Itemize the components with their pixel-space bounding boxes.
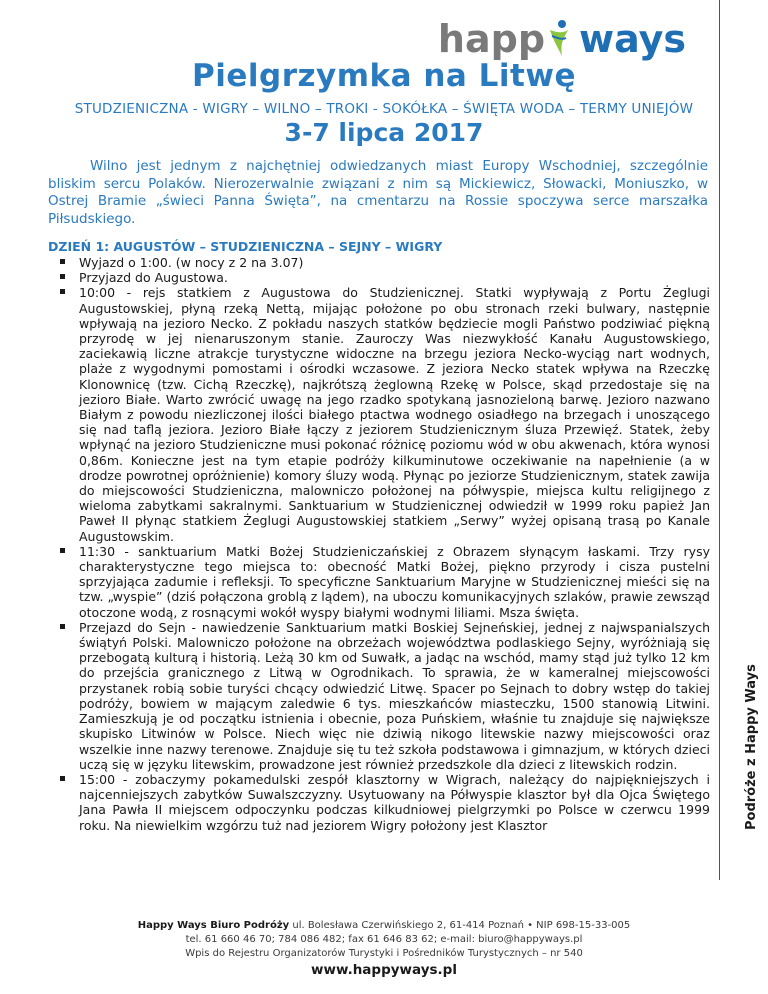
bullet-icon [60,624,65,629]
intro-paragraph: Wilno jest jednym z najchętniej odwiedzanych miast Europy Wschodniej, szczególnie bliskim sercu Polaków. Nierozerwalnie związani z nim są Mickiewicz, Słowacki, Moniuszko, w Ostrej Bramie „świeci Panna Święta”, na cmentarzu na Rossie spoczywa serce marszałka Piłsudskiego. [48,158,708,227]
list-item: 11:30 - sanktuarium Matki Bożej Studzieniczańskiej z Obrazem słynącym łaskami. Trzy rysy charakterystyczne tego miejsca to: obecność Matki Bożej, piękno przyrody i cisza pustelni sprzyjająca zadumie i refleksji. To specyficzne Sanktuarium Maryjne w Studzienicznej mieści się na tzw. „wyspie” (dziś połączona groblą z lądem), na uboczu komunikacyjnych szlaków, prawie zewsząd otoczone wodą, z rosnącymi wokół wyspy białymi wodnymi liliami. Msza święta. [48,544,710,620]
footer-address-line [0,919,768,933]
bullet-icon [60,274,65,279]
list-item: 15:00 - zobaczymy pokamedulski zespół klasztorny w Wigrach, należący do najpiękniejszych i najcenniejszych zabytków Suwalszczyzny. Usytuowany na Półwyspie klasztor był dla Ojca Świętego Jana Pawła II miejscem odpoczynku podczas kilkudniowej pielgrzymki po Polsce w czerwcu 1999 roku. Na niewielkim wzgórzu tuż nad jeziorem Wigry położony jest Klasztor [48,772,710,833]
page-title: Pielgrzymka na Litwę [192,58,576,94]
logo-text-happ: happ [437,17,546,61]
day-heading: DZIEŃ 1: AUGUSTÓW – STUDZIENICZNA – SEJNY – WIGRY [48,239,443,254]
bullet-icon [60,548,65,553]
itinerary-list [48,255,710,833]
trip-date: 3-7 lipca 2017 [284,118,484,147]
list-item: 10:00 - rejs statkiem z Augustowa do Studzienicznej. Statki wypływają z Portu Żeglugi Augustowskiej, płyną rzeką Nettą, mijając położone po obu stronach rzeki bulwary, następnie wpływają na jezioro Necko. Z pokładu naszych statków będziecie mogli Państwo podziwiać piękną przyrodę w jej nienaruszonym stanie. Zauroczy Was niezwykłość Kanału Augustowskiego, zaciekawią liczne atrakcje turystyczne widoczne na brzegu jeziora Necko-wyciąg nart wodnych, plaże z wygodnymi pomostami i ośrodki wczasowe. Z jeziora Necko statek wpływa na Rzeczkę Klonownicę (tzw. Cichą Rzeczkę), najkrótszą żeglowną Rzekę w Polsce, skąd przedostaje się na jezioro Białe. Warto zwrócić uwagę na jego rzadko spotykaną jasnozieloną barwę. Jezioro nazwano Białym z powodu niezliczonej ilości białego ptactwa wodnego osiadłego na brzegach i unoszącego się nad taflą jeziora. Jezioro Białe łączy z jeziorem Studzienicznym śluza Przewięź. Statek, żeby wpłynąć na jezioro Studzieniczne musi pokonać różnicę poziomu wód w obu akwenach, która wynosi 0,86m. Konieczne jest na tym etapie podróży kilkuminutowe oczekiwanie na napełnienie (a w drodze powrotnej opróżnienie) komory śluzy wodą. Płynąc po jeziorze Studzienicznym, statek zawija do miejscowości Studzieniczna, malowniczo położonej na półwyspie, miejsca kultu religijnego z wieloma zabytkami sakralnymi. Sanktuarium w Studzienicznej odwiedził w 1999 roku papież Jan Paweł II płynąc statkiem Żeglugi Augustowskiej statkiem „Serwy” wyżej opisaną trasą po Kanale Augustowskim. [48,285,710,543]
footer [0,919,768,961]
footer-address: ul. Bolesława Czerwińskiego 2, 61-414 Poznań • NIP 698-15-33-005 [289,920,631,931]
company-logo [437,17,686,61]
footer-company: Happy Ways Biuro Podróży [137,920,290,931]
sidebar-divider [719,0,720,880]
list-item: Przejazd do Sejn - nawiedzenie Sanktuarium matki Boskiej Sejneńskiej, jednej z najwspanialszych świątyń Polski. Malowniczo położone na obrzeżach województwa podlaskiego Sejny, wyróżniają się przebogatą kulturą i historią. Leżą 30 km od Suwałk, a jadąc na wschód, mamy stąd już tylko 12 km do przejścia granicznego z Litwą w Ogrodnikach. To sprawia, że w kameralnej miejscowości przystanek robią sobie turyści chcący odwiedzić Litwę. Spacer po Sejnach to dobry wstęp do takiej podróży, bowiem w mającym zaledwie 6 tys. mieszkańców miasteczku, 1500 stanowią Litwini. Zamieszkują je od początku istnienia i obecnie, poza Puńskiem, właśnie tu znajduje się największe skupisko Litwinów w Polsce. Niech więc nie dziwią nikogo litewskie nazwy miejscowości oraz wszelkie inne nazwy terenowe. Znajduje się tu też szkoła podstawowa i gimnazjum, w których dzieci uczą się w języku litewskim, prowadzone jest również przedszkole dla dzieci z litewskich rodzin. [48,620,710,772]
footer-contact: tel. 61 660 46 70; 784 086 482; fax 61 646 83 62; e-mail: biuro@happyways.pl [185,934,583,945]
footer-registry: Wpis do Rejestru Organizatorów Turystyki i Pośredników Turystycznych – nr 540 [185,948,583,959]
route-subtitle: STUDZIENICZNA - WIGRY – WILNO – TROKI - SOKÓŁKA – ŚWIĘTA WODA – TERMY UNIEJÓW [74,101,694,117]
bullet-icon [60,259,65,264]
bullet-icon [60,289,65,294]
list-item: Wyjazd o 1:00. (w nocy z 2 na 3.07) [48,255,710,270]
list-item: Przyjazd do Augustowa. [48,270,710,285]
bullet-icon [60,776,65,781]
logo-figure-icon [546,18,572,58]
logo-text-ways: ways [579,17,686,61]
website-link[interactable]: www.happyways.pl [311,962,457,978]
sidebar-label: Podróże z Happy Ways [744,664,759,830]
